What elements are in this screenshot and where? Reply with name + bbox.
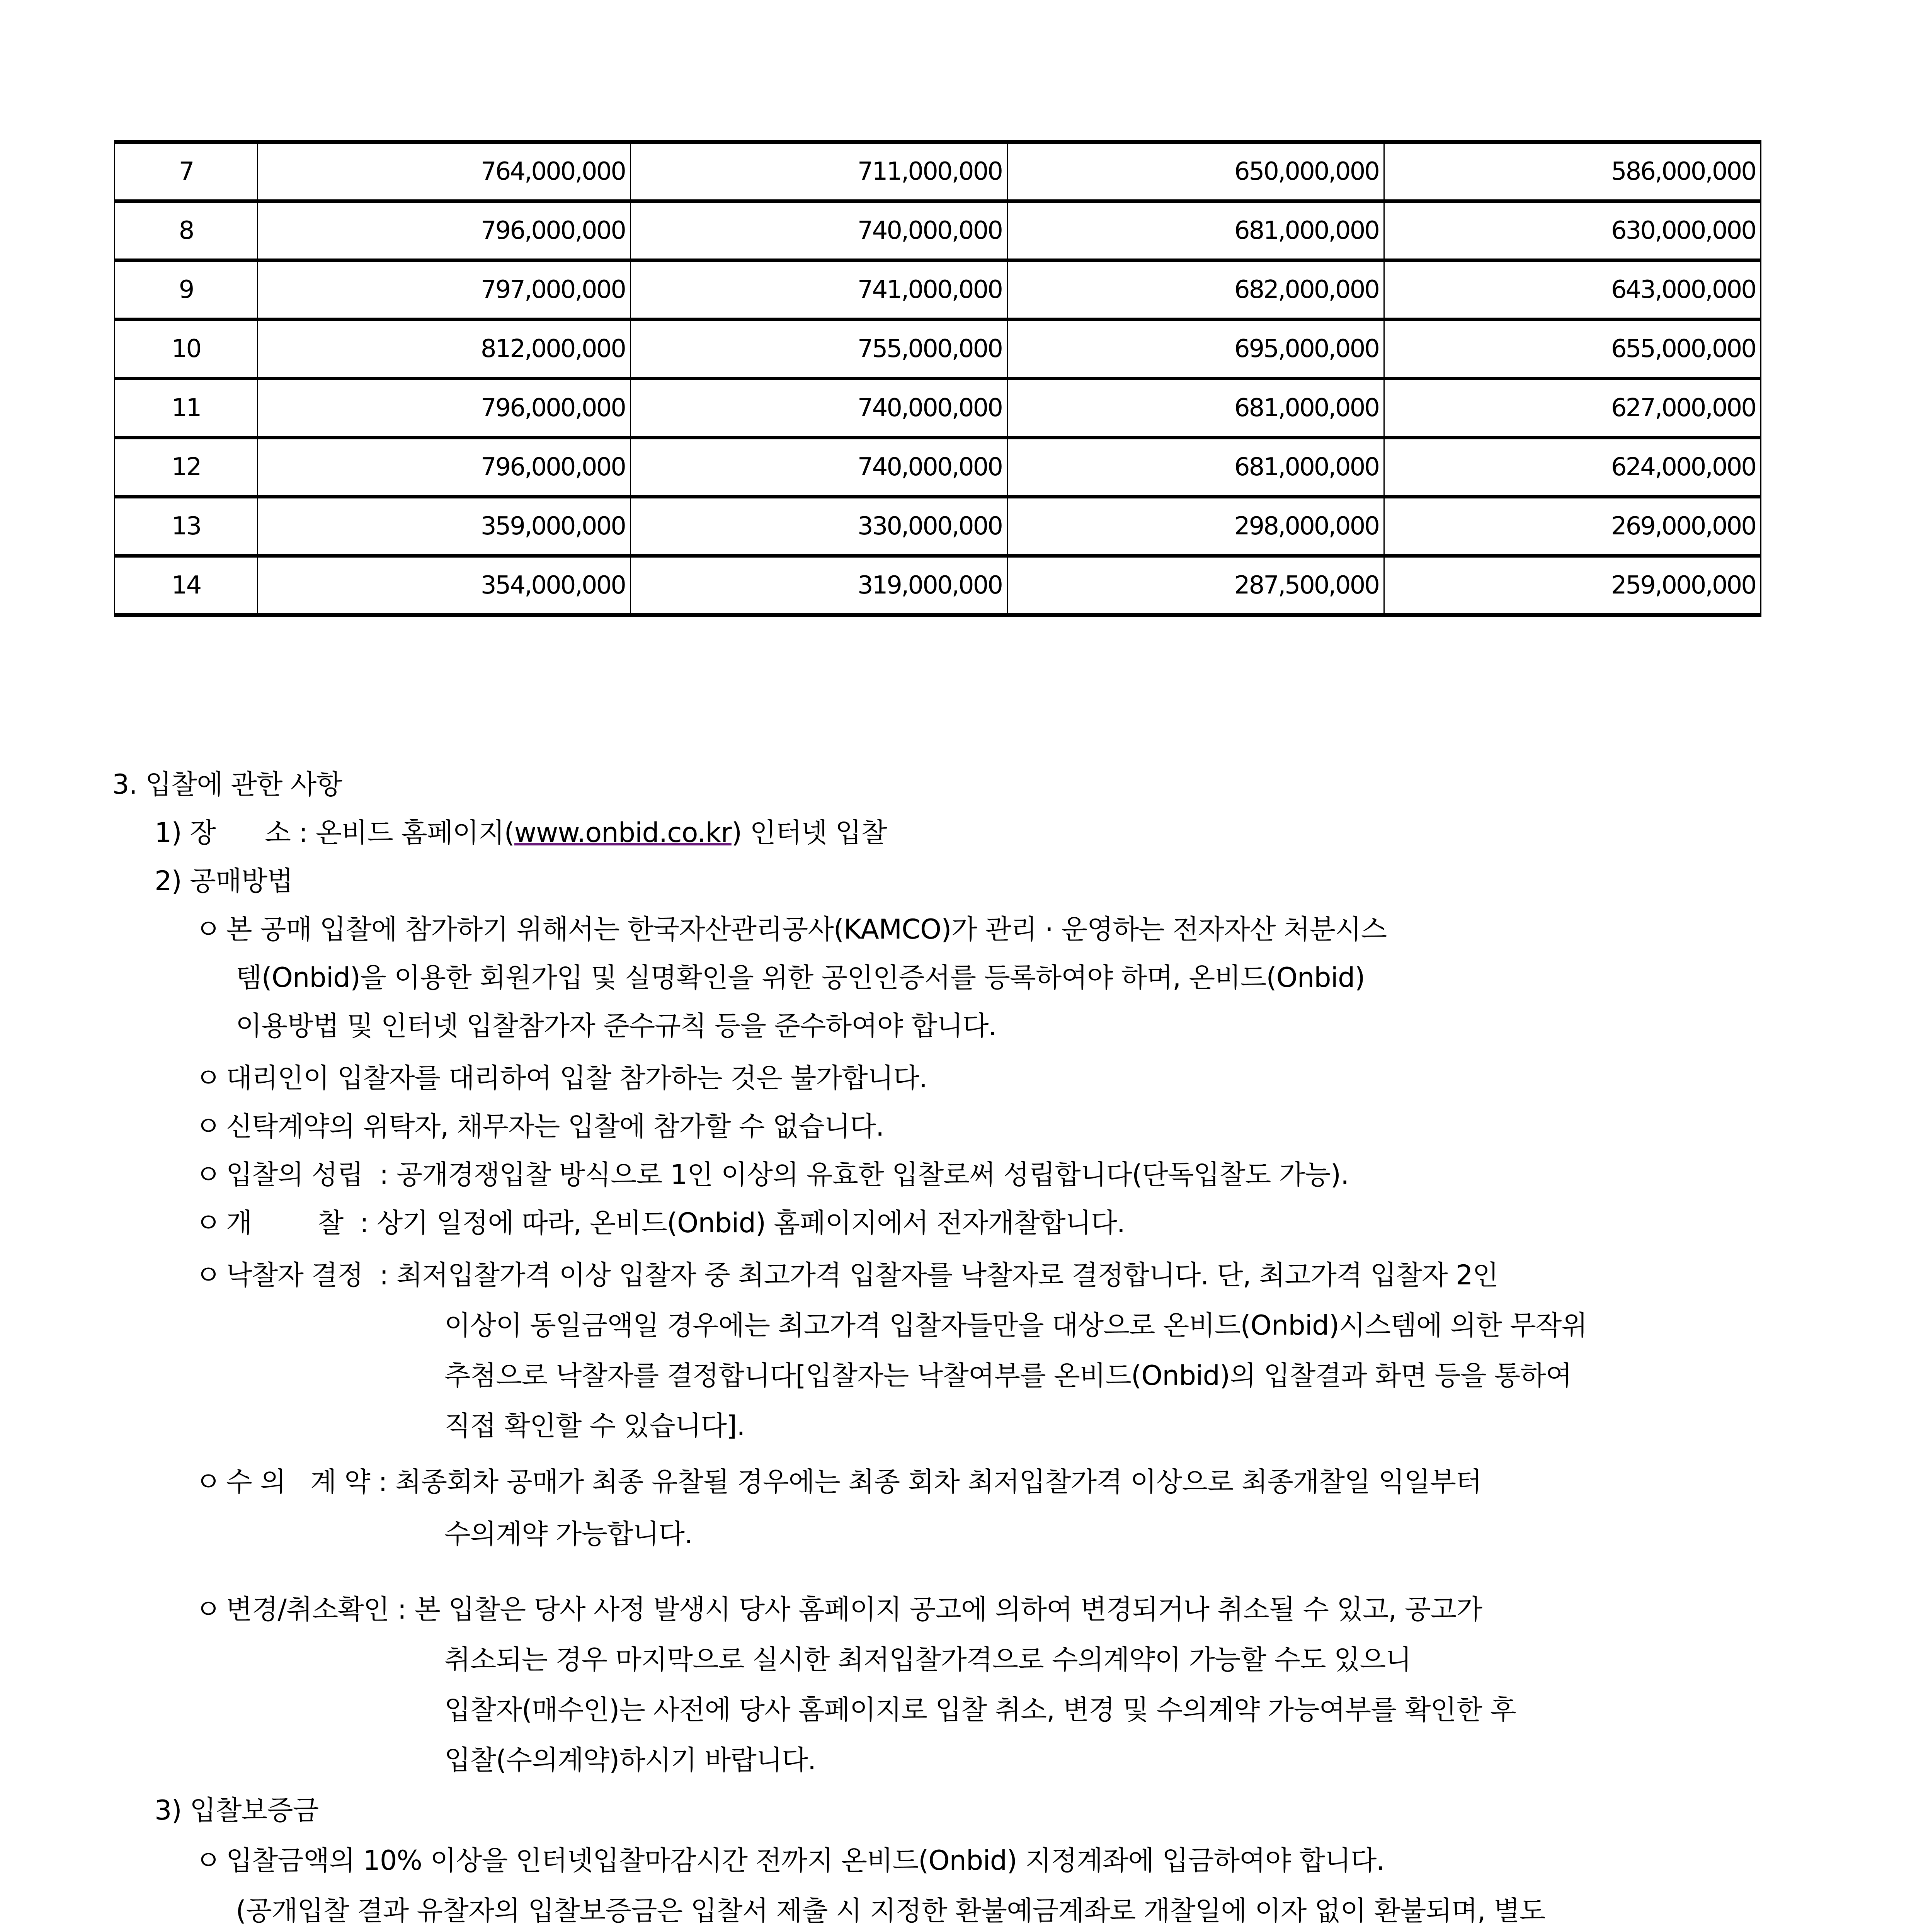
bullet-marker: ㅇ [195, 1207, 221, 1239]
method-item-winner-cont: 직접 확인할 수 있습니다]. [444, 1410, 745, 1442]
price-cell: 681,000,000 [1007, 438, 1384, 497]
bullet-marker: ㅇ [195, 1111, 221, 1142]
round-number-cell: 8 [115, 201, 258, 260]
method-title: 2) 공매방법 [155, 865, 293, 897]
price-cell: 287,500,000 [1007, 556, 1384, 615]
round-number-cell: 7 [115, 142, 258, 201]
price-row [115, 497, 1761, 556]
price-cell: 741,000,000 [631, 260, 1007, 320]
bullet-marker: ㅇ [195, 1845, 221, 1876]
place-line [155, 815, 887, 850]
method-item-winner-cont: 이상이 동일금액일 경우에는 최고가격 입찰자들만을 대상으로 온비드(Onbid)시스템에 의한 무작위 [444, 1310, 1587, 1341]
round-number-cell: 13 [115, 497, 258, 556]
deposit-title: 3) 입찰보증금 [155, 1794, 319, 1826]
price-cell: 650,000,000 [1007, 142, 1384, 201]
price-cell: 812,000,000 [258, 320, 631, 379]
price-cell: 711,000,000 [631, 142, 1007, 201]
method-item-1: ㅇ 본 공매 입찰에 참가하기 위해서는 한국자산관리공사(KAMCO)가 관리 · 운영하는 전자자산 처분시스 [195, 912, 1387, 947]
price-cell: 319,000,000 [631, 556, 1007, 615]
price-row [115, 260, 1761, 320]
method-item-change-cont: 입찰자(매수인)는 사전에 당사 홈페이지로 입찰 취소, 변경 및 수의계약 가능여부를 확인한 후 [444, 1694, 1516, 1726]
price-cell: 740,000,000 [631, 379, 1007, 438]
bullet-marker: ㅇ [195, 1062, 221, 1094]
bullet-marker: ㅇ [195, 913, 221, 945]
place-suffix: ) 인터넷 입찰 [731, 817, 887, 849]
price-cell: 354,000,000 [258, 556, 631, 615]
method-item-2: ㅇ 대리인이 입찰자를 대리하여 입찰 참가하는 것은 불가합니다. [195, 1061, 927, 1095]
price-cell: 796,000,000 [258, 201, 631, 260]
price-cell: 695,000,000 [1007, 320, 1384, 379]
price-cell: 797,000,000 [258, 260, 631, 320]
method-item-winner-cont: 추첨으로 낙찰자를 결정합니다[입찰자는 낙찰여부를 온비드(Onbid)의 입찰결과 화면 등을 통하여 [444, 1360, 1572, 1391]
section-title: 3. 입찰에 관한 사항 [112, 769, 342, 800]
price-cell: 681,000,000 [1007, 379, 1384, 438]
price-row [115, 201, 1761, 260]
round-number-cell: 12 [115, 438, 258, 497]
price-cell: 269,000,000 [1384, 497, 1761, 556]
round-number-cell: 10 [115, 320, 258, 379]
method-item-bid-validity: ㅇ 입찰의 성립 : 공개경쟁입찰 방식으로 1인 이상의 유효한 입찰로써 성립합니다(단독입찰도 가능). [195, 1157, 1349, 1192]
price-cell: 643,000,000 [1384, 260, 1761, 320]
price-cell: 259,000,000 [1384, 556, 1761, 615]
price-cell: 330,000,000 [631, 497, 1007, 556]
price-cell: 740,000,000 [631, 201, 1007, 260]
price-cell: 630,000,000 [1384, 201, 1761, 260]
price-cell: 359,000,000 [258, 497, 631, 556]
price-cell: 681,000,000 [1007, 201, 1384, 260]
price-row [115, 142, 1761, 201]
method-item-change-cont: 입찰(수의계약)하시기 바랍니다. [444, 1744, 816, 1776]
price-cell: 298,000,000 [1007, 497, 1384, 556]
round-number-cell: 11 [115, 379, 258, 438]
price-cell: 764,000,000 [258, 142, 631, 201]
method-item-negotiated-cont: 수의계약 가능합니다. [444, 1518, 693, 1550]
method-item-opening: ㅇ 개 찰 : 상기 일정에 따라, 온비드(Onbid) 홈페이지에서 전자개찰합니다. [195, 1206, 1125, 1240]
round-number-cell: 9 [115, 260, 258, 320]
price-cell: 682,000,000 [1007, 260, 1384, 320]
price-row [115, 438, 1761, 497]
method-item-3: ㅇ 신탁계약의 위탁자, 채무자는 입찰에 참가할 수 없습니다. [195, 1109, 884, 1144]
price-row [115, 379, 1761, 438]
bullet-marker: ㅇ [195, 1466, 221, 1498]
price-cell: 624,000,000 [1384, 438, 1761, 497]
round-number-cell: 14 [115, 556, 258, 615]
bullet-marker: ㅇ [195, 1594, 221, 1625]
method-item-change: ㅇ 변경/취소확인 : 본 입찰은 당사 사정 발생시 당사 홈페이지 공고에 의하여 변경되거나 취소될 수 있고, 공고가 [195, 1592, 1482, 1627]
price-cell: 796,000,000 [258, 438, 631, 497]
method-item-negotiated: ㅇ 수 의 계 약 : 최종회차 공매가 최종 유찰될 경우에는 최종 회차 최저입찰가격 이상으로 최종개찰일 익일부터 [195, 1464, 1482, 1499]
price-cell: 586,000,000 [1384, 142, 1761, 201]
price-row [115, 320, 1761, 379]
bullet-marker: ㅇ [195, 1259, 221, 1291]
onbid-link[interactable]: www.onbid.co.kr [514, 817, 732, 849]
place-label: 1) 장 소 : 온비드 홈페이지( [155, 817, 514, 849]
price-cell: 740,000,000 [631, 438, 1007, 497]
deposit-item-1: ㅇ 입찰금액의 10% 이상을 인터넷입찰마감시간 전까지 온비드(Onbid) 지정계좌에 입금하여야 합니다. [195, 1843, 1385, 1878]
method-item-change-cont: 취소되는 경우 마지막으로 실시한 최저입찰가격으로 수의계약이 가능할 수도 있으니 [444, 1644, 1411, 1675]
price-cell: 627,000,000 [1384, 379, 1761, 438]
deposit-item-1-cont: (공개입찰 결과 유찰자의 입찰보증금은 입찰서 제출 시 지정한 환불예금계좌로 개찰일에 이자 없이 환불되며, 별도 [236, 1895, 1545, 1927]
method-item-1-cont: 이용방법 및 인터넷 입찰참가자 준수규칙 등을 준수하여야 합니다. [236, 1010, 997, 1042]
method-item-winner: ㅇ 낙찰자 결정 : 최저입찰가격 이상 입찰자 중 최고가격 입찰자를 낙찰자로 결정합니다. 단, 최고가격 입찰자 2인 [195, 1258, 1498, 1293]
method-item-1-cont: 템(Onbid)을 이용한 회원가입 및 실명확인을 위한 공인인증서를 등록하여야 하며, 온비드(Onbid) [236, 962, 1365, 993]
minimum-bid-price-table [114, 140, 1761, 617]
price-cell: 655,000,000 [1384, 320, 1761, 379]
price-cell: 755,000,000 [631, 320, 1007, 379]
price-row [115, 556, 1761, 615]
bullet-marker: ㅇ [195, 1159, 221, 1190]
price-cell: 796,000,000 [258, 379, 631, 438]
